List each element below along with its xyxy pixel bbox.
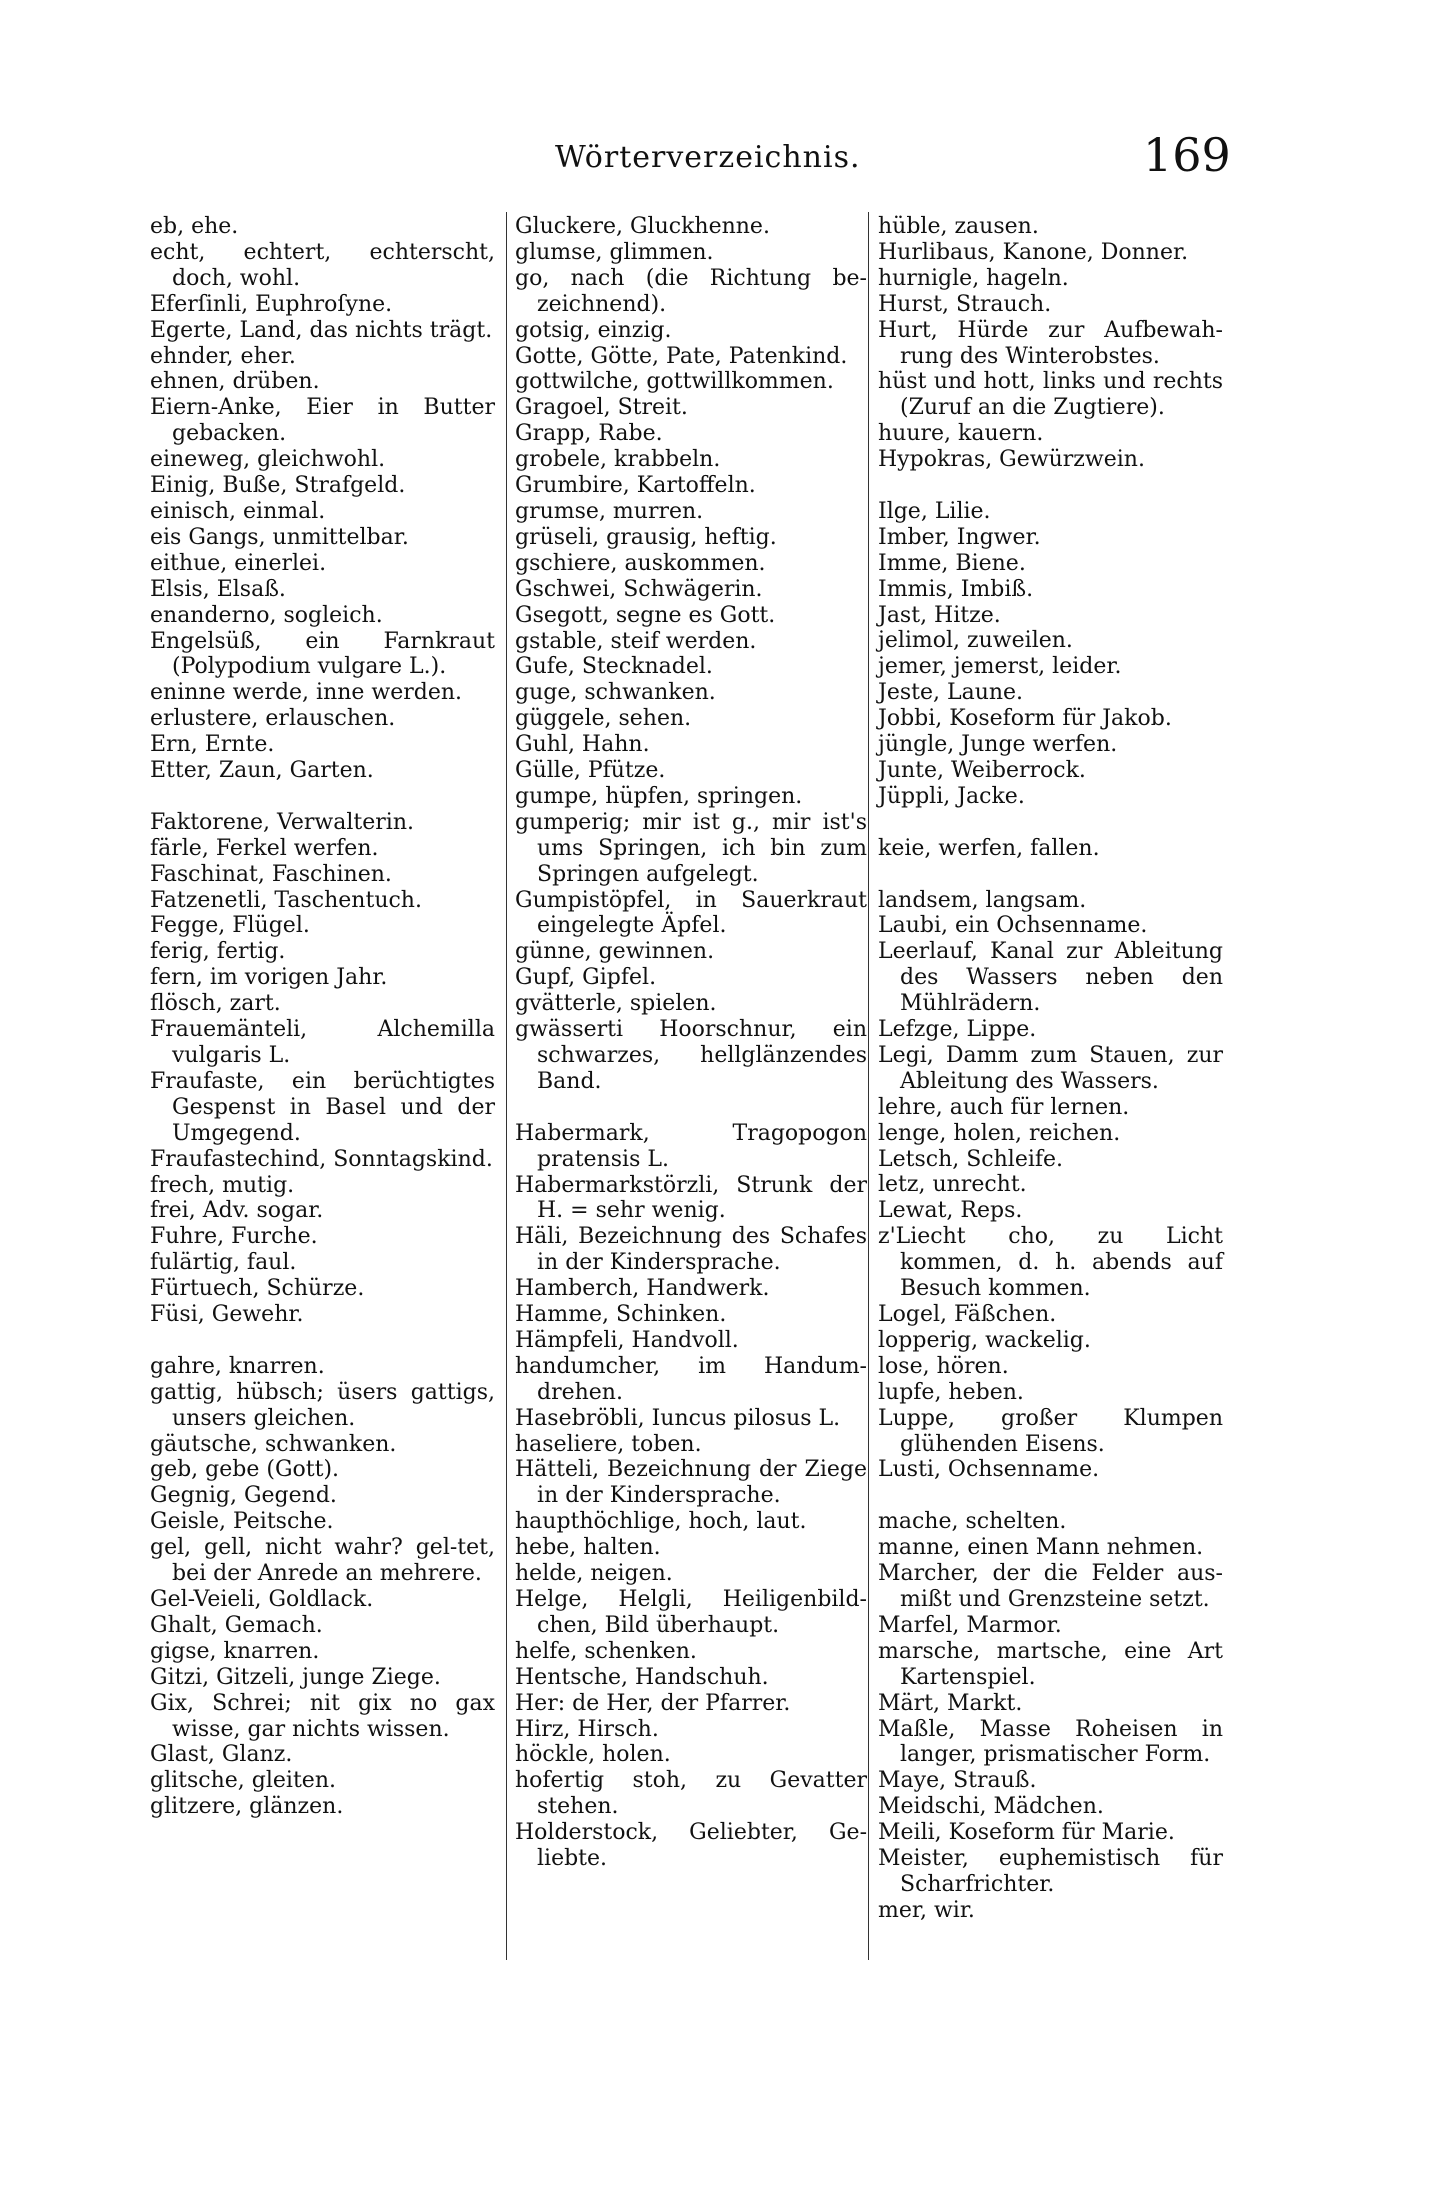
dictionary-entry: Frauemänteli, Alchemilla vulgaris L.: [150, 1017, 495, 1068]
dictionary-entry: jelimol, zuweilen.: [878, 628, 1073, 654]
dictionary-entry: Einig, Buße, Strafgeld.: [150, 473, 406, 499]
dictionary-entry: guge, schwanken.: [515, 680, 716, 706]
dictionary-entry: Faktorene, Verwalterin.: [150, 809, 414, 835]
dictionary-entry: Marcher, der die Felder aus-mißt und Grenzsteine setzt.: [878, 1561, 1223, 1612]
dictionary-entry: ehnder, eher.: [150, 343, 296, 369]
dictionary-entry: gäutsche, schwanken.: [150, 1431, 397, 1457]
dictionary-entry: lupfe, heben.: [878, 1379, 1024, 1405]
dictionary-entry: Hurt, Hürde zur Aufbewah-rung des Winterobstes.: [878, 317, 1223, 369]
dictionary-entry: Meister, euphemistisch für Scharfrichter.: [878, 1846, 1223, 1897]
dictionary-entry: Gufe, Stecknadel.: [515, 654, 713, 680]
column-rule: [506, 212, 507, 1960]
dictionary-entry: handumcher, im Handum-drehen.: [515, 1353, 867, 1405]
dictionary-entry: geb, gebe (Gott).: [150, 1457, 340, 1483]
dictionary-entry: lopperig, wackelig.: [878, 1327, 1091, 1353]
dictionary-entry: Hypokras, Gewürzwein.: [878, 447, 1145, 473]
section-gap: [878, 862, 1223, 888]
dictionary-entry: gschiere, auskommen.: [515, 550, 766, 576]
dictionary-entry: keie, werfen, fallen.: [878, 835, 1100, 861]
dictionary-entry: Lefzge, Lippe.: [878, 1017, 1037, 1043]
dictionary-entry: gel, gell, nicht wahr? gel-tet, bei der Anrede an mehrere.: [150, 1535, 495, 1587]
dictionary-entry: grumse, murren.: [515, 498, 704, 524]
dictionary-entry: z'Liecht cho, zu Licht kommen, d. h. abends auf Besuch kommen.: [878, 1224, 1223, 1302]
dictionary-entry: Gel-Veieli, Goldlack.: [150, 1587, 374, 1612]
dictionary-entry: Glast, Glanz.: [150, 1742, 293, 1768]
dictionary-entry: Etter, Zaun, Garten.: [150, 758, 374, 784]
section-gap: [150, 1328, 495, 1354]
dictionary-entry: Laubi, ein Ochsenname.: [878, 913, 1148, 939]
dictionary-entry: Hamberch, Handwerk.: [515, 1276, 770, 1302]
dictionary-entry: günne, gewinnen.: [515, 939, 715, 965]
column-rule: [868, 212, 869, 1960]
dictionary-entry: Gitzi, Gitzeli, junge Ziege.: [150, 1664, 441, 1690]
dictionary-entry: Habermark, Tragopogon pratensis L.: [515, 1120, 867, 1172]
dictionary-entry: Meili, Koseform für Marie.: [878, 1820, 1175, 1846]
section-gap: [878, 810, 1223, 836]
dictionary-entry: Her: de Her, der Pfarrer.: [515, 1690, 791, 1716]
dictionary-entry: manne, einen Mann nehmen.: [878, 1535, 1204, 1561]
dictionary-entry: Ern, Ernte.: [150, 732, 275, 758]
dictionary-entry: frech, mutig.: [150, 1172, 295, 1198]
dictionary-entry: Gupf, Gipfel.: [515, 965, 657, 991]
section-gap: [150, 784, 495, 810]
dictionary-entry: einisch, einmal.: [150, 498, 326, 524]
dictionary-entry: Fürtuech, Schürze.: [150, 1276, 365, 1302]
dictionary-entry: Hätteli, Bezeichnung der Ziege in der Kindersprache.: [515, 1457, 867, 1509]
dictionary-entry: marsche, martsche, eine Art Kartenspiel.: [878, 1638, 1223, 1690]
dictionary-entry: mer, wir.: [878, 1897, 975, 1923]
dictionary-entry: Legi, Damm zum Stauen, zur Ableitung des Wassers.: [878, 1042, 1223, 1094]
dictionary-entry: Gotte, Götte, Pate, Patenkind.: [515, 343, 848, 369]
dictionary-entry: hüst und hott, links und rechts (Zuruf an die Zugtiere).: [878, 369, 1223, 421]
dictionary-entry: Gülle, Pfütze.: [515, 758, 666, 784]
dictionary-entry: Gschwei, Schwägerin.: [515, 576, 763, 602]
dictionary-entry: huure, kauern.: [878, 421, 1044, 447]
dictionary-entry: mache, schelten.: [878, 1509, 1067, 1535]
dictionary-entry: gumperig; mir ist g., mir ist's ums Springen, ich bin zum Springen aufgelegt.: [515, 809, 867, 887]
dictionary-entry: Luppe, großer Klumpen glühenden Eisens.: [878, 1405, 1223, 1457]
dictionary-entry: Jüppli, Jacke.: [878, 783, 1025, 809]
dictionary-entry: Imber, Ingwer.: [878, 524, 1041, 550]
dictionary-entry: Jeste, Laune.: [878, 680, 1024, 706]
dictionary-entry: Faschinat, Faschinen.: [150, 861, 392, 887]
dictionary-entry: Eiern-Anke, Eier in Butter gebacken.: [150, 395, 495, 447]
dictionary-entry: Elsis, Elsaß.: [150, 576, 286, 602]
dictionary-entry: jüngle, Junge werfen.: [878, 732, 1118, 758]
dictionary-entry: eithue, einerlei.: [150, 550, 327, 576]
dictionary-entry: Geisle, Peitsche.: [150, 1509, 334, 1535]
dictionary-entry: jemer, jemerst, leider.: [878, 654, 1122, 680]
dictionary-entry: höckle, holen.: [515, 1742, 671, 1768]
dictionary-entry: Engelsüß, ein Farnkraut (Polypodium vulgare L.).: [150, 628, 495, 680]
dictionary-entry: Lewat, Reps.: [878, 1198, 1023, 1224]
page-number: 169: [1143, 128, 1231, 182]
dictionary-entry: gahre, knarren.: [150, 1353, 325, 1379]
dictionary-entry: Ilge, Lilie.: [878, 498, 991, 524]
dictionary-entry: Maßle, Masse Roheisen in langer, prismatischer Form.: [878, 1716, 1223, 1768]
dictionary-entry: gumpe, hüpfen, springen.: [515, 783, 803, 809]
dictionary-entry: lenge, holen, reichen.: [878, 1120, 1121, 1146]
dictionary-entry: Grumbire, Kartoffeln.: [515, 473, 756, 499]
dictionary-entry: Maye, Strauß.: [878, 1768, 1037, 1794]
dictionary-entry: hurnigle, hageln.: [878, 265, 1069, 291]
dictionary-entry: letz, unrecht.: [878, 1172, 1027, 1198]
dictionary-entry: Eferſinli, Euphroſyne.: [150, 291, 393, 317]
dictionary-entry: Hamme, Schinken.: [515, 1302, 727, 1328]
dictionary-entry: haupthöchlige, hoch, laut.: [515, 1509, 807, 1535]
dictionary-entry: Hämpfeli, Handvoll.: [515, 1327, 739, 1353]
dictionary-entry: Helge, Helgli, Heiligenbild-chen, Bild überhaupt.: [515, 1587, 867, 1638]
dictionary-entry: Jast, Hitze.: [878, 602, 1001, 628]
dictionary-entry: grüseli, grausig, heftig.: [515, 524, 777, 550]
dictionary-entry: Fraufaste, ein berüchtigtes Gespenst in Basel und der Umgegend.: [150, 1068, 495, 1146]
dictionary-entry: echt, echtert, echterscht, doch, wohl.: [150, 239, 495, 291]
dictionary-entry: gvätterle, spielen.: [515, 991, 717, 1017]
dictionary-entry: helde, neigen.: [515, 1561, 673, 1587]
dictionary-entry: Hasebröbli, Iuncus pilosus L.: [515, 1405, 841, 1431]
dictionary-entry: Märt, Markt.: [878, 1690, 1023, 1716]
dictionary-entry: glitzere, glänzen.: [150, 1794, 344, 1820]
dictionary-entry: Gumpistöpfel, in Sauerkraut eingelegte Äpfel.: [515, 887, 867, 939]
dictionary-entry: frei, Adv. sogar.: [150, 1198, 324, 1224]
dictionary-entry: glitsche, gleiten.: [150, 1768, 336, 1794]
dictionary-entry: lose, hören.: [878, 1353, 1009, 1379]
dictionary-entry: Fatzenetli, Taschentuch.: [150, 887, 422, 913]
dictionary-entry: enanderno, sogleich.: [150, 602, 383, 628]
dictionary-entry: Hurst, Strauch.: [878, 291, 1052, 317]
dictionary-entry: flösch, zart.: [150, 991, 281, 1017]
dictionary-entry: Holderstock, Geliebter, Ge-liebte.: [515, 1820, 867, 1872]
dictionary-entry: gigse, knarren.: [150, 1638, 320, 1664]
dictionary-entry: Letsch, Schleife.: [878, 1146, 1064, 1172]
dictionary-entry: Imme, Biene.: [878, 550, 1026, 576]
dictionary-entry: erlustere, erlauschen.: [150, 706, 396, 732]
section-gap: [515, 1095, 867, 1121]
dictionary-entry: grobele, krabbeln.: [515, 447, 721, 473]
dictionary-entry: Hentsche, Handschuh.: [515, 1664, 769, 1690]
dictionary-entry: landsem, langsam.: [878, 887, 1087, 913]
section-gap: [878, 1483, 1223, 1509]
dictionary-entry: eineweg, gleichwohl.: [150, 447, 386, 473]
dictionary-entry: Guhl, Hahn.: [515, 732, 650, 758]
dictionary-entry: helfe, schenken.: [515, 1638, 697, 1664]
dictionary-entry: Fegge, Flügel.: [150, 913, 310, 939]
dictionary-entry: eninne werde, inne werden.: [150, 680, 463, 706]
dictionary-entry: hofertig stoh, zu Gevatter stehen.: [515, 1768, 867, 1820]
section-gap: [878, 473, 1223, 499]
dictionary-entry: gotsig, einzig.: [515, 317, 672, 343]
dictionary-entry: gottwilche, gottwillkommen.: [515, 369, 834, 395]
dictionary-entry: hebe, halten.: [515, 1535, 661, 1561]
dictionary-entry: Leerlauf, Kanal zur Ableitung des Wassers neben den Mühlrädern.: [878, 939, 1223, 1017]
dictionary-entry: Gsegott, segne es Gott.: [515, 602, 776, 628]
dictionary-entry: Hurlibaus, Kanone, Donner.: [878, 239, 1189, 265]
dictionary-entry: Fraufastechind, Sonntagskind.: [150, 1146, 493, 1172]
dictionary-entry: gstable, steif werden.: [515, 628, 757, 654]
word-list-column-3: [878, 214, 1223, 1924]
dictionary-entry: Marfel, Marmor.: [878, 1612, 1062, 1638]
dictionary-entry: Ghalt, Gemach.: [150, 1612, 323, 1638]
dictionary-entry: ferig, fertig.: [150, 939, 286, 965]
dictionary-entry: Füsi, Gewehr.: [150, 1302, 304, 1328]
dictionary-entry: Gluckere, Gluckhenne.: [515, 214, 770, 239]
dictionary-entry: Immis, Imbiß.: [878, 576, 1034, 602]
dictionary-entry: Meidschi, Mädchen.: [878, 1794, 1104, 1820]
dictionary-entry: färle, Ferkel werfen.: [150, 835, 379, 861]
dictionary-entry: güggele, sehen.: [515, 706, 692, 732]
word-list-column-1: [150, 214, 495, 1820]
running-header: Wörterverzeichnis.: [555, 140, 861, 175]
dictionary-entry: eb, ehe.: [150, 214, 239, 239]
dictionary-entry: eis Gangs, unmittelbar.: [150, 524, 409, 550]
dictionary-entry: Logel, Fäßchen.: [878, 1302, 1057, 1328]
dictionary-entry: haseliere, toben.: [515, 1431, 702, 1457]
dictionary-entry: Grapp, Rabe.: [515, 421, 663, 447]
dictionary-entry: Egerte, Land, das nichts trägt.: [150, 317, 493, 343]
dictionary-entry: Gix, Schrei; nit gix no gax wisse, gar nichts wissen.: [150, 1690, 495, 1742]
dictionary-entry: gattig, hübsch; üsers gattigs, unsers gleichen.: [150, 1379, 495, 1431]
dictionary-entry: glumse, glimmen.: [515, 239, 714, 265]
dictionary-entry: Lusti, Ochsenname.: [878, 1457, 1100, 1483]
dictionary-entry: Habermarkstörzli, Strunk der H. = sehr wenig.: [515, 1172, 867, 1224]
dictionary-entry: fern, im vorigen Jahr.: [150, 965, 388, 991]
dictionary-entry: gwässerti Hoorschnur, ein schwarzes, hellglänzendes Band.: [515, 1017, 867, 1094]
dictionary-entry: fulärtig, faul.: [150, 1250, 297, 1276]
dictionary-entry: Gragoel, Streit.: [515, 395, 688, 421]
dictionary-entry: go, nach (die Richtung be-zeichnend).: [515, 265, 867, 317]
dictionary-entry: Jobbi, Koseform für Jakob.: [878, 706, 1172, 732]
dictionary-entry: Häli, Bezeichnung des Schafes in der Kindersprache.: [515, 1224, 867, 1276]
dictionary-entry: Junte, Weiberrock.: [878, 758, 1086, 784]
word-list-column-2: [515, 214, 867, 1872]
dictionary-entry: Hirz, Hirsch.: [515, 1716, 659, 1742]
dictionary-entry: Fuhre, Furche.: [150, 1224, 318, 1250]
dictionary-entry: hüble, zausen.: [878, 214, 1039, 239]
dictionary-entry: lehre, auch für lernen.: [878, 1094, 1130, 1120]
dictionary-entry: ehnen, drüben.: [150, 369, 320, 395]
dictionary-entry: Gegnig, Gegend.: [150, 1483, 337, 1509]
